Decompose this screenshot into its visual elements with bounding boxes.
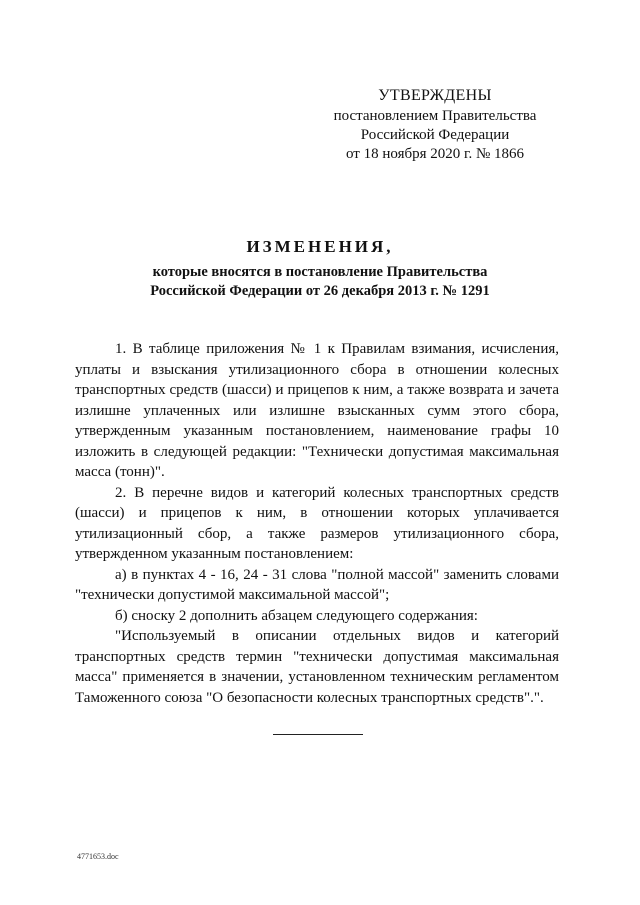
- approval-title: УТВЕРЖДЕНЫ: [378, 87, 492, 104]
- subtitle-line-1: которые вносятся в постановление Правительства: [152, 264, 488, 280]
- approval-stamp: [330, 86, 540, 164]
- document-body: [75, 339, 559, 708]
- paragraph-2: 2. В перечне видов и категорий колесных транспортных средств (шасси) и прицепов к ним, в отношении которых уплачивается утилизационный сбор, а также размеров утилизационного сбора, утвержденном указанным постановлением:: [75, 484, 559, 562]
- approval-line-1: постановлением Правительства: [333, 108, 537, 124]
- paragraph-quote: "Используемый в описании отдельных видов и категорий транспортных средств термин "технически допустимая максимальная масса" применяется в значении, установленном техническим регламентом Таможенного союза "О безопасности колесных транспортных средств".".: [75, 628, 559, 706]
- approval-line-2: Российской Федерации: [360, 127, 510, 143]
- approval-line-3: от 18 ноября 2020 г. № 1866: [345, 146, 525, 162]
- end-separator-line: [273, 734, 363, 735]
- subtitle-line-2: Российской Федерации от 26 декабря 2013 г. № 1291: [150, 283, 490, 299]
- paragraph-1: 1. В таблице приложения № 1 к Правилам взимания, исчисления, уплаты и взыскания утилизационного сбора в отношении колесных транспортных средств (шасси) и прицепов к ним, а также возврата и зачета излишне уплаченных или излишне взысканных сумм этого сбора, утвержденным указанным постановлением, наименование графы 10 изложить в следующей редакции: "Технически допустимая максимальная масса (тонн)".: [75, 341, 559, 480]
- footer-filename: 4771653.doc: [77, 852, 119, 861]
- document-subtitle: [100, 263, 540, 301]
- document-title: ИЗМЕНЕНИЯ,: [246, 237, 394, 256]
- paragraph-2b: б) сноску 2 дополнить абзацем следующего содержания:: [115, 607, 478, 624]
- paragraph-2a: а) в пунктах 4 - 16, 24 - 31 слова "полной массой" заменить словами "технически допустимой максимальной массой";: [75, 566, 559, 603]
